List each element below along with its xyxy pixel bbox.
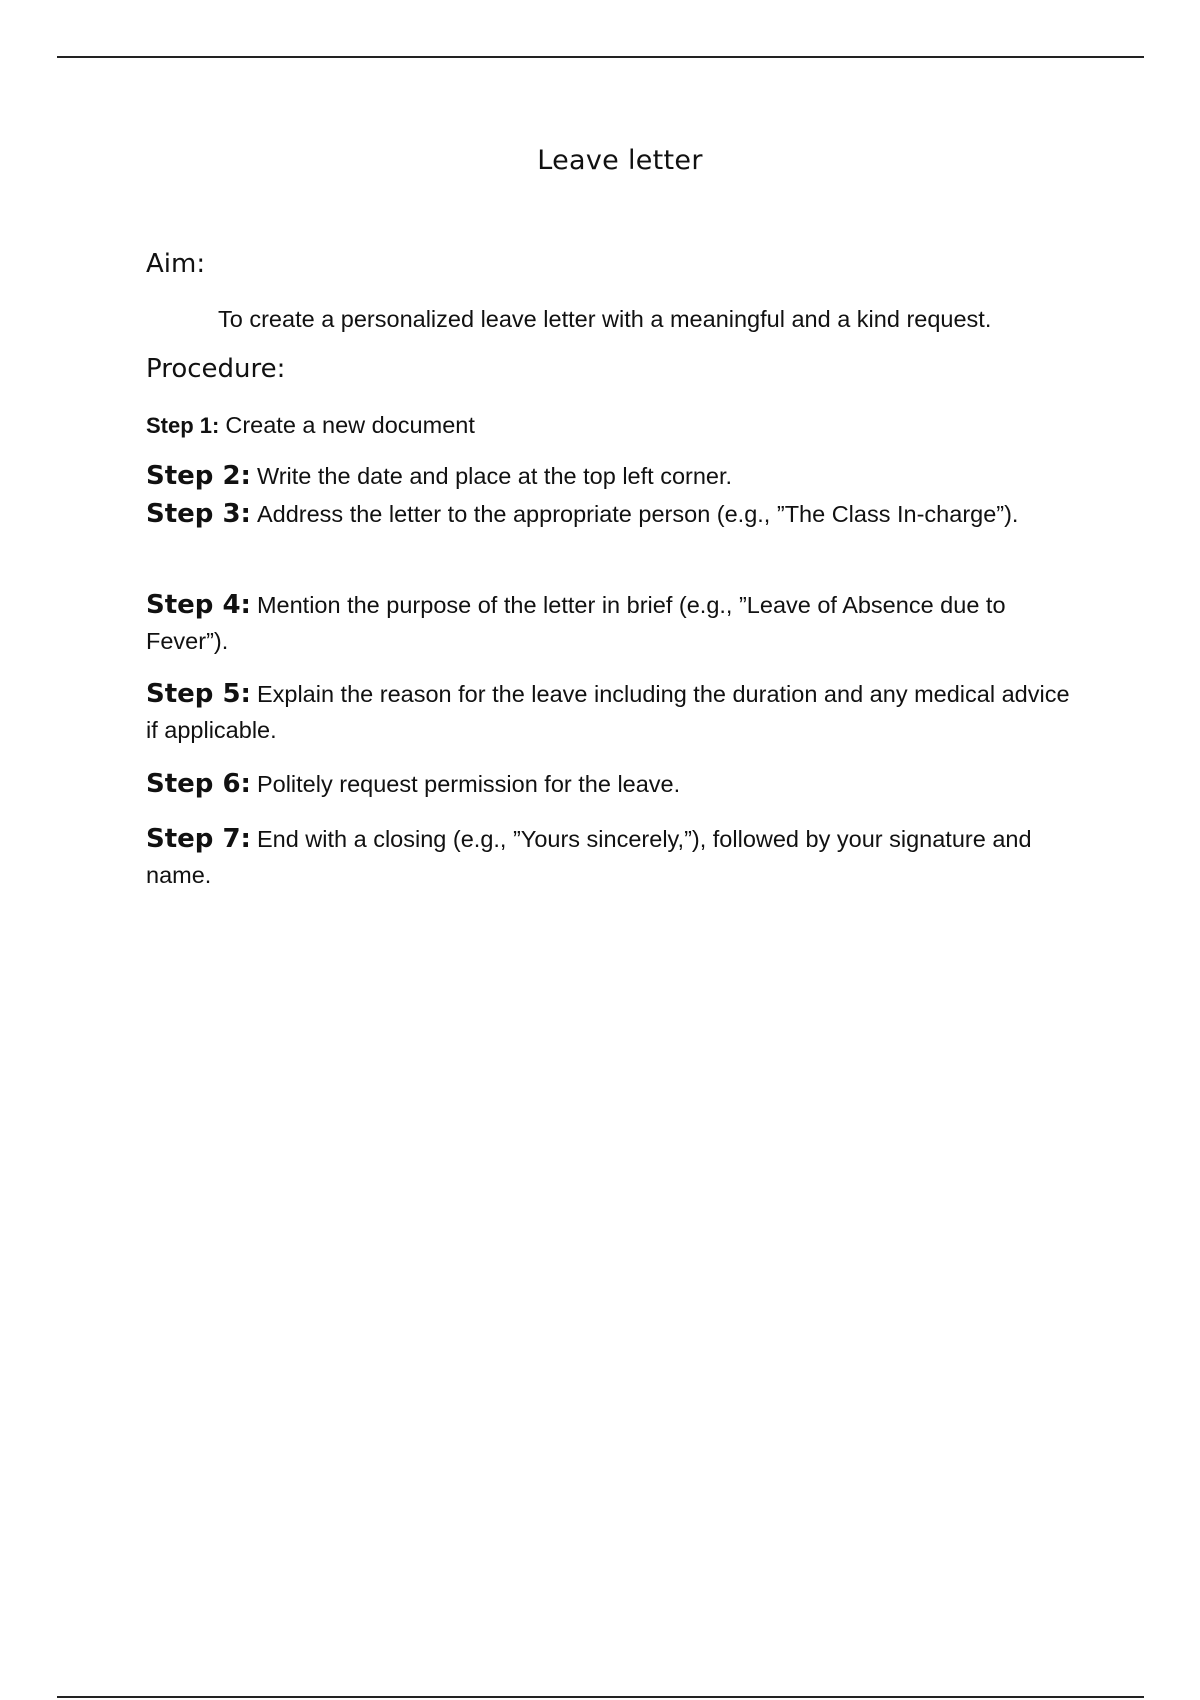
step-label: Step 3: bbox=[146, 499, 251, 529]
step-text: Write the date and place at the top left corner. bbox=[256, 463, 733, 489]
step-text: Explain the reason for the leave including the duration and any medical advice if applicable. bbox=[146, 681, 1070, 743]
procedure-step bbox=[146, 676, 1086, 748]
aim-text: To create a personalized leave letter with a meaningful and a kind request. bbox=[218, 306, 992, 332]
aim-heading: Aim: bbox=[146, 249, 206, 279]
step-text: Mention the purpose of the letter in brief (e.g., ”Leave of Absence due to Fever”). bbox=[146, 592, 1006, 654]
step-label: Step 7: bbox=[146, 824, 251, 854]
procedure-step bbox=[146, 766, 1086, 802]
procedure-step bbox=[146, 587, 1086, 659]
procedure-step bbox=[146, 458, 1086, 494]
step-text: Politely request permission for the leave. bbox=[256, 771, 681, 797]
document-title: Leave letter bbox=[537, 145, 703, 176]
step-label: Step 1: bbox=[146, 413, 220, 438]
step-text: Create a new document bbox=[225, 412, 475, 438]
procedure-step bbox=[146, 496, 1086, 532]
procedure-step bbox=[146, 821, 1086, 893]
step-label: Step 4: bbox=[146, 590, 251, 620]
bottom-rule bbox=[57, 1696, 1144, 1698]
top-rule bbox=[57, 56, 1144, 58]
procedure-heading: Procedure: bbox=[146, 354, 286, 384]
step-label: Step 6: bbox=[146, 769, 251, 799]
procedure-step bbox=[146, 407, 1086, 444]
step-text: Address the letter to the appropriate person (e.g., ”The Class In-charge”). bbox=[256, 501, 1019, 527]
step-label: Step 5: bbox=[146, 679, 251, 709]
step-label: Step 2: bbox=[146, 461, 251, 491]
step-text: End with a closing (e.g., ”Yours sincerely,”), followed by your signature and name. bbox=[146, 826, 1032, 888]
